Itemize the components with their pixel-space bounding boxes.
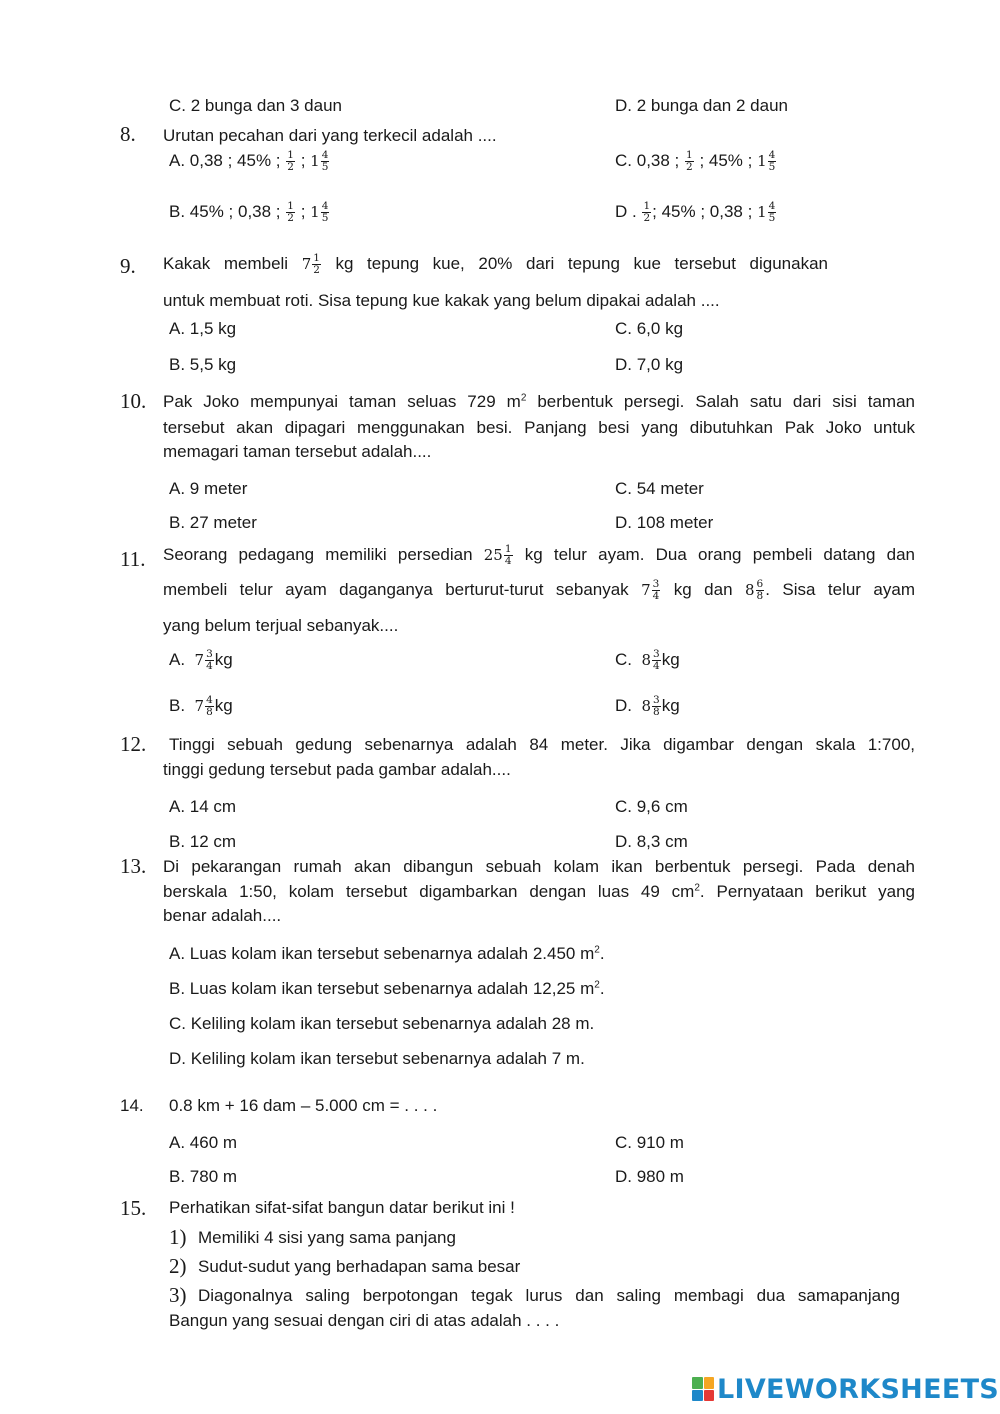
q13-option-c: C. Keliling kolam ikan tersebut sebenarnya adalah 28 m.: [169, 1014, 595, 1033]
q14-option-c: C. 910 m: [615, 1133, 684, 1152]
q12-option-c: C. 9,6 cm: [615, 797, 688, 816]
q10-option-b: B. 27 meter: [169, 513, 257, 532]
q11-option-c: C. 8 $\frac{3}{4}$ kg: [615, 648, 680, 672]
q11-option-b: B. 7 $\frac{4}{8}$ kg: [169, 694, 233, 718]
q9-option-a: A. 1,5 kg: [169, 319, 237, 338]
q10-option-d: D. 108 meter: [615, 513, 714, 532]
q15-text: Perhatikan sifat-sifat bangun datar berikut ini !: [169, 1198, 515, 1217]
q11-line1: Seorang pedagang memiliki persedian 25 $\frac{1}{4}$ kg telur ayam. Dua orang pembeli datang dan: [163, 543, 915, 567]
q11-number: 11.: [120, 547, 146, 571]
q13-line1: Di pekarangan rumah akan dibangun sebuah kolam ikan berbentuk persegi. Pada denah: [163, 857, 915, 876]
q13-line3: benar adalah....: [163, 906, 282, 925]
q8-option-b: B. 45% ; 0,38 ; $\frac{1}{2}$ ; 1 $\frac{4}{5}$: [169, 200, 329, 224]
q9-option-c: C. 6,0 kg: [615, 319, 684, 338]
q15-item1-number: 1): [169, 1225, 187, 1249]
q15-number: 15.: [120, 1196, 147, 1220]
q14-option-a: A. 460 m: [169, 1133, 238, 1152]
q15-closing: Bangun yang sesuai dengan ciri di atas adalah . . . .: [169, 1311, 560, 1330]
q8-text: Urutan pecahan dari yang terkecil adalah ....: [163, 126, 497, 145]
q11-line2: membeli telur ayam daganganya berturut-turut sebanyak 7 $\frac{3}{4}$ kg dan 8 $\frac{6}{8}$ . Sisa telur ayam: [163, 578, 915, 602]
q8-option-d: D . $\frac{1}{2}$ ; 45% ; 0,38 ; 1 $\frac{4}{5}$: [615, 200, 776, 224]
q10-number: 10.: [120, 389, 147, 413]
q9-number: 9.: [120, 254, 136, 278]
q10-line3: memagari taman tersebut adalah....: [163, 442, 432, 461]
q15-item3: Diagonalnya saling berpotongan tegak lurus dan saling membagi dua samapanjang: [198, 1286, 900, 1305]
q13-line2: berskala 1:50, kolam tersebut digambarkan dengan luas 49 $cm^2$. Pernyataan berikut yang: [163, 882, 916, 901]
q8-option-a: A. 0,38 ; 45% ; $\frac{1}{2}$ ; 1 $\frac{4}{5}$: [169, 149, 329, 173]
q12-line2: tinggi gedung tersebut pada gambar adalah....: [163, 760, 511, 779]
q15-item1: Memiliki 4 sisi yang sama panjang: [198, 1228, 456, 1247]
q11-line3: yang belum terjual sebanyak....: [163, 616, 399, 635]
q8-option-c: C. 0,38 ; $\frac{1}{2}$ ; 45% ; 1 $\frac{4}{5}$: [615, 149, 776, 173]
q13-option-d: D. Keliling kolam ikan tersebut sebenarnya adalah 7 m.: [169, 1049, 585, 1068]
q12-option-d: D. 8,3 cm: [615, 832, 688, 851]
q12-line1: Tinggi sebuah gedung sebenarnya adalah 84 meter. Jika digambar dengan skala 1:700,: [169, 735, 915, 754]
q9-line2: untuk membuat roti. Sisa tepung kue kakak yang belum dipakai adalah ....: [163, 291, 720, 310]
q11-option-d: D. 8 $\frac{3}{8}$ kg: [615, 694, 680, 718]
q10-option-a: A. 9 meter: [169, 479, 248, 498]
q10-line1: Pak Joko mempunyai taman seluas 729 $m^2$ berbentuk persegi. Salah satu dari sisi taman: [163, 392, 916, 411]
q10-option-c: C. 54 meter: [615, 479, 704, 498]
liveworksheets-logo[interactable]: [692, 1374, 999, 1404]
q12-option-a: A. 14 cm: [169, 797, 237, 816]
q14-option-d: D. 980 m: [615, 1167, 684, 1186]
q12-number: 12.: [120, 732, 147, 756]
q15-item2-number: 2): [169, 1254, 187, 1278]
q13-option-b: B. Luas kolam ikan tersebut sebenarnya adalah 12,25 $m^2$.: [169, 979, 605, 998]
q14-number: 14.: [120, 1096, 144, 1115]
q11-option-a: A. 7 $\frac{3}{4}$ kg: [169, 648, 233, 672]
q9-line1: Kakak membeli 7 $\frac{1}{2}$ kg tepung kue, 20% dari tepung kue tersebut digunakan: [163, 252, 828, 276]
q10-line2: tersebut akan dipagari menggunakan besi. Panjang besi yang dibutuhkan Pak Joko untuk: [163, 418, 915, 437]
q14-text: 0.8 km + 16 dam – 5.000 cm = . . . .: [169, 1096, 438, 1115]
q13-option-a: A. Luas kolam ikan tersebut sebenarnya adalah 2.450 $m^2$.: [169, 944, 605, 963]
q7-option-c: C. 2 bunga dan 3 daun: [169, 96, 342, 115]
q12-option-b: B. 12 cm: [169, 832, 237, 851]
q15-item2: Sudut-sudut yang berhadapan sama besar: [198, 1257, 521, 1276]
q9-option-d: D. 7,0 kg: [615, 355, 684, 374]
q15-item3-number: 3): [169, 1283, 187, 1307]
q8-number: 8.: [120, 122, 136, 146]
q14-option-b: B. 780 m: [169, 1167, 238, 1186]
q9-option-b: B. 5,5 kg: [169, 355, 237, 374]
q7-option-d: D. 2 bunga dan 2 daun: [615, 96, 788, 115]
liveworksheets-logo-icon: [692, 1377, 714, 1401]
logo-text: LIVEWORKSHEETS: [717, 1373, 1000, 1405]
q13-number: 13.: [120, 854, 147, 878]
